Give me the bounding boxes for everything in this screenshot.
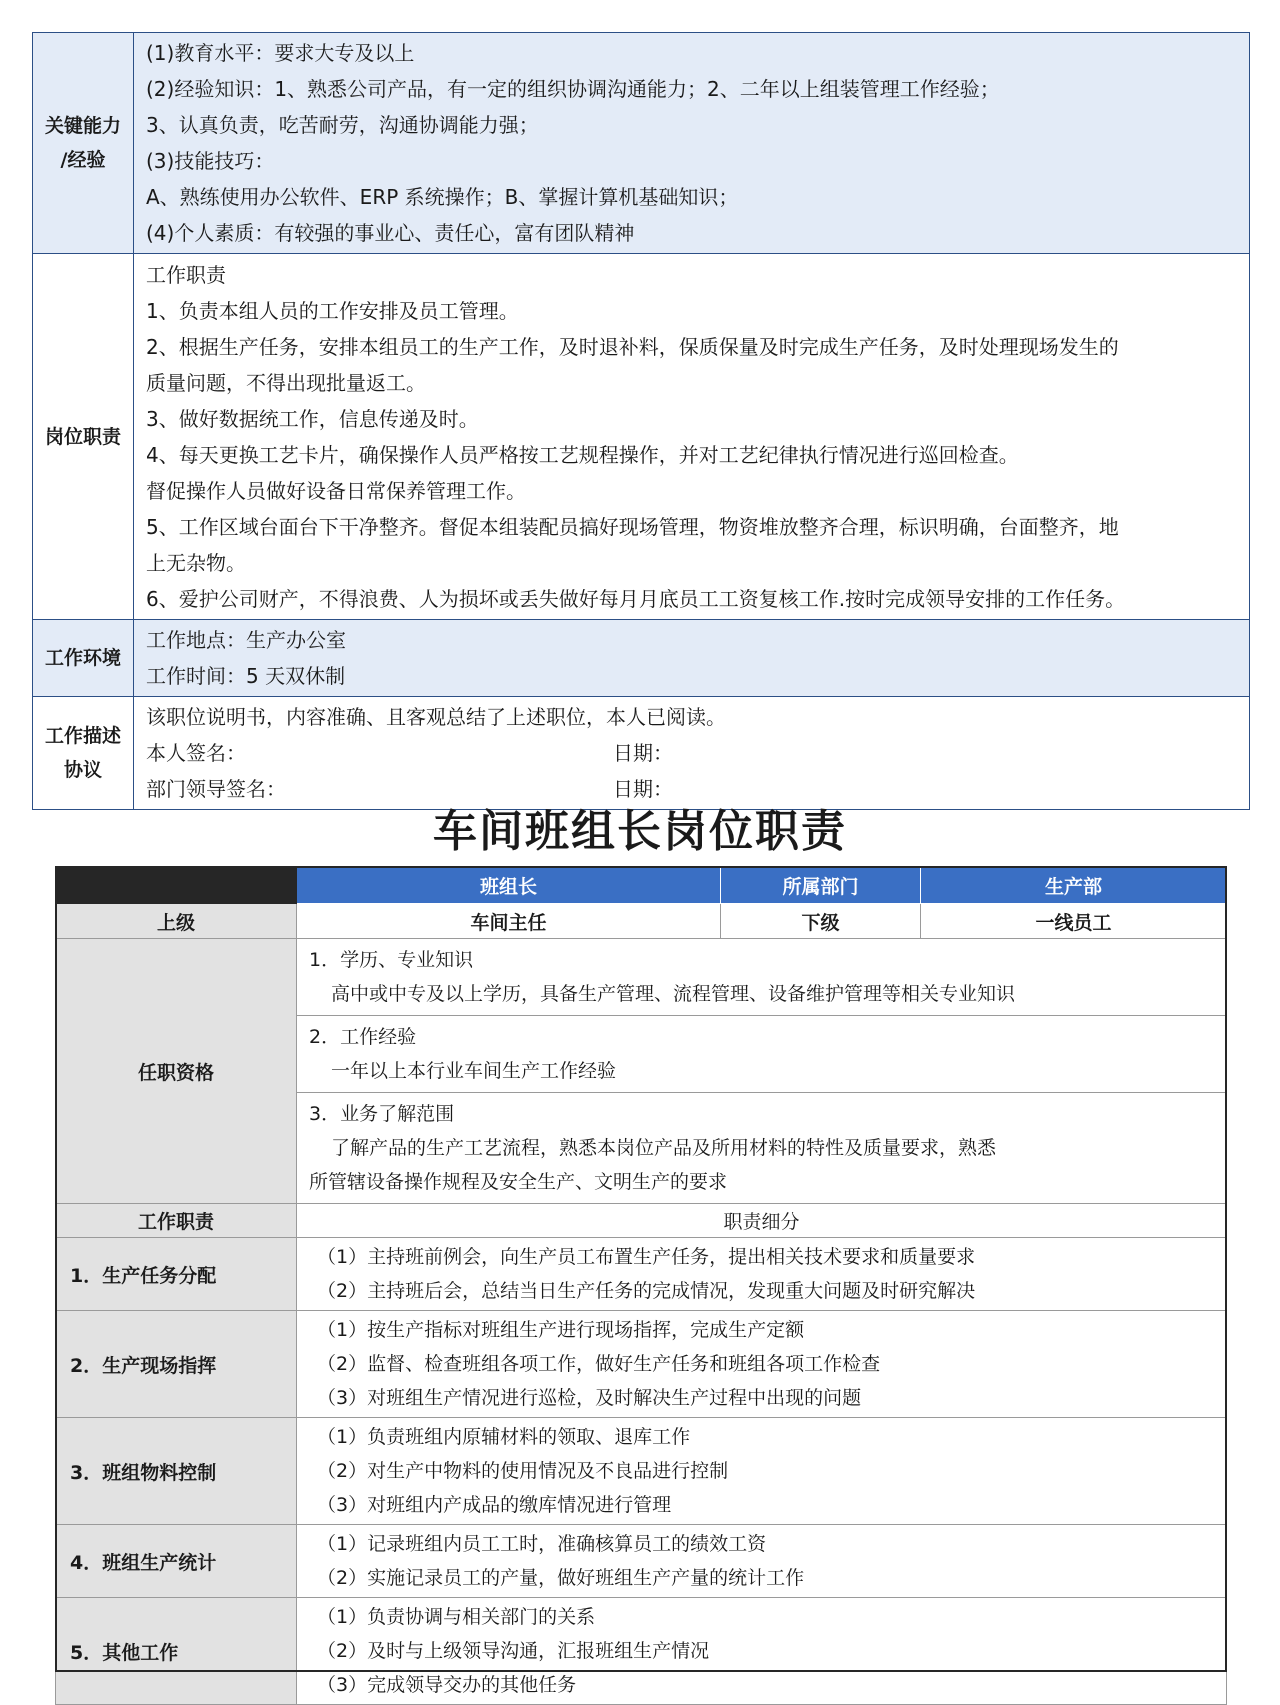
duty-item: （1）记录班组内员工工时，准确核算员工的绩效工资 (317, 1533, 767, 1555)
qualification-title: 1．学历、专业知识 (309, 949, 474, 971)
department-label: 所属部门 (721, 867, 921, 904)
key-abilities-content (134, 33, 1250, 254)
responsibilities-content (134, 254, 1250, 620)
text-line: 2、根据生产任务，安排本组员工的生产工作，及时退补料，保质保量及时完成生产任务，及时处理现场发生的 (146, 334, 1119, 359)
text-line: (3)技能技巧： (146, 149, 275, 173)
duty-item: （2）及时与上级领导沟通，汇报班组生产情况 (317, 1640, 710, 1662)
superior-label: 上级 (56, 904, 297, 939)
work-environment-label: 工作环境 (33, 620, 134, 697)
job-description-table (32, 32, 1250, 810)
qualification-detail: 了解产品的生产工艺流程，熟悉本岗位产品及所用材料的特性及质量要求，熟悉 (331, 1137, 997, 1159)
text-line: 3、做好数据统工作，信息传递及时。 (146, 406, 479, 431)
qualification-item (297, 939, 1227, 1016)
duty-item: （1）主持班前例会，向生产员工布置生产任务，提出相关技术要求和质量要求 (317, 1246, 976, 1268)
qualification-item (297, 1093, 1227, 1204)
text-line: 6、爱护公司财产，不得浪费、人为损坏或丢失做好每月月底员工工资复核工作.按时完成领导安排的工作任务。 (146, 586, 1126, 611)
qualification-title: 2．工作经验 (309, 1026, 417, 1048)
work-environment-row (33, 620, 1250, 697)
leader-date-label: 日期： (613, 777, 673, 801)
qualification-detail: 所管辖设备操作规程及安全生产、文明生产的要求 (309, 1171, 728, 1193)
duty-name: 4．班组生产统计 (56, 1525, 297, 1598)
duty-item: （2）对生产中物料的使用情况及不良品进行控制 (317, 1460, 729, 1482)
text-line: A、熟练使用办公软件、ERP 系统操作；B、掌握计算机基础知识； (146, 185, 739, 209)
qualification-title: 3．业务了解范围 (309, 1103, 455, 1125)
responsibilities-label: 岗位职责 (33, 254, 134, 620)
duty-item: （3）完成领导交办的其他任务 (317, 1674, 577, 1696)
subordinate-label: 下级 (721, 904, 921, 939)
duty-name: 3．班组物料控制 (56, 1418, 297, 1525)
duty-item: （3）对班组生产情况进行巡检，及时解决生产过程中出现的问题 (317, 1387, 862, 1409)
text-line: 上无杂物。 (146, 550, 246, 575)
duty-item: （3）对班组内产成品的缴库情况进行管理 (317, 1494, 672, 1516)
duties-header-right: 职责细分 (297, 1204, 1227, 1238)
duty-row (56, 1525, 1227, 1598)
page-title: 车间班组长岗位职责 (433, 806, 847, 857)
header-corner (56, 867, 297, 904)
duty-row (56, 1418, 1227, 1525)
superior-value: 车间主任 (297, 904, 721, 939)
duty-name: 5．其他工作 (56, 1598, 297, 1705)
key-abilities-label: 关键能力 /经验 (33, 33, 134, 254)
leader-signature-label: 部门领导签名： (146, 777, 286, 801)
employee-date-label: 日期： (613, 741, 673, 765)
duty-details (297, 1238, 1227, 1311)
responsibilities-row (33, 254, 1250, 620)
duty-name: 2．生产现场指挥 (56, 1311, 297, 1418)
employee-signature-row (146, 735, 1237, 771)
department-value: 生产部 (921, 867, 1227, 904)
work-environment-content (134, 620, 1250, 697)
text-line: 5、工作区域台面台下干净整齐。督促本组装配员搞好现场管理，物资堆放整齐合理，标识明确，台面整齐，地 (146, 514, 1119, 539)
text-line: (1)教育水平：要求大专及以上 (146, 41, 415, 65)
duty-row (56, 1311, 1227, 1418)
duty-name: 1．生产任务分配 (56, 1238, 297, 1311)
employee-signature-label: 本人签名： (146, 741, 246, 765)
text-line: 工作地点：生产办公室 (146, 628, 346, 652)
duty-item: （2）监督、检查班组各项工作，做好生产任务和班组各项工作检查 (317, 1353, 881, 1375)
duty-details (297, 1311, 1227, 1418)
duty-details (297, 1525, 1227, 1598)
key-abilities-row (33, 33, 1250, 254)
duty-details (297, 1598, 1227, 1705)
duty-details (297, 1418, 1227, 1525)
team-leader-table (55, 866, 1227, 1705)
qualification-row (56, 939, 1227, 1016)
subordinate-value: 一线员工 (921, 904, 1227, 939)
text-line: 督促操作人员做好设备日常保养管理工作。 (146, 478, 526, 503)
header-row (56, 867, 1227, 904)
text-line: (2)经验知识：1、熟悉公司产品，有一定的组织协调沟通能力；2、二年以上组装管理工作经验； (146, 77, 1000, 101)
text-line: 3、认真负责，吃苦耐劳，沟通协调能力强； (146, 113, 539, 137)
duties-header-row (56, 1204, 1227, 1238)
text-line: 1、负责本组人员的工作安排及员工管理。 (146, 298, 519, 323)
duty-row (56, 1238, 1227, 1311)
text-line: (4)个人素质：有较强的事业心、责任心，富有团队精神 (146, 221, 635, 245)
duties-header-left: 工作职责 (56, 1204, 297, 1238)
duty-item: （1）负责班组内原辅材料的领取、退库工作 (317, 1426, 691, 1448)
position-title: 班组长 (297, 867, 721, 904)
text-line: 4、每天更换工艺卡片，确保操作人员严格按工艺规程操作，并对工艺纪律执行情况进行巡回检查。 (146, 442, 1019, 467)
qualifications-label: 任职资格 (56, 939, 297, 1204)
agreement-content (134, 697, 1250, 810)
qualification-item (297, 1016, 1227, 1093)
text-line: 工作职责 (146, 262, 226, 287)
text-line: 质量问题，不得出现批量返工。 (146, 370, 426, 395)
duty-item: （2）主持班后会，总结当日生产任务的完成情况，发现重大问题及时研究解决 (317, 1280, 976, 1302)
agreement-statement: 该职位说明书，内容准确、且客观总结了上述职位，本人已阅读。 (146, 705, 726, 729)
agreement-row (33, 697, 1250, 810)
qualification-detail: 一年以上本行业车间生产工作经验 (331, 1060, 617, 1082)
duty-item: （2）实施记录员工的产量，做好班组生产产量的统计工作 (317, 1567, 805, 1589)
qualification-detail: 高中或中专及以上学历，具备生产管理、流程管理、设备维护管理等相关专业知识 (331, 983, 1016, 1005)
duty-item: （1）按生产指标对班组生产进行现场指挥，完成生产定额 (317, 1319, 805, 1341)
duty-item: （1）负责协调与相关部门的关系 (317, 1606, 596, 1628)
text-line: 工作时间：5 天双休制 (146, 664, 346, 688)
duty-row (56, 1598, 1227, 1705)
reporting-row (56, 904, 1227, 939)
agreement-label: 工作描述 协议 (33, 697, 134, 810)
